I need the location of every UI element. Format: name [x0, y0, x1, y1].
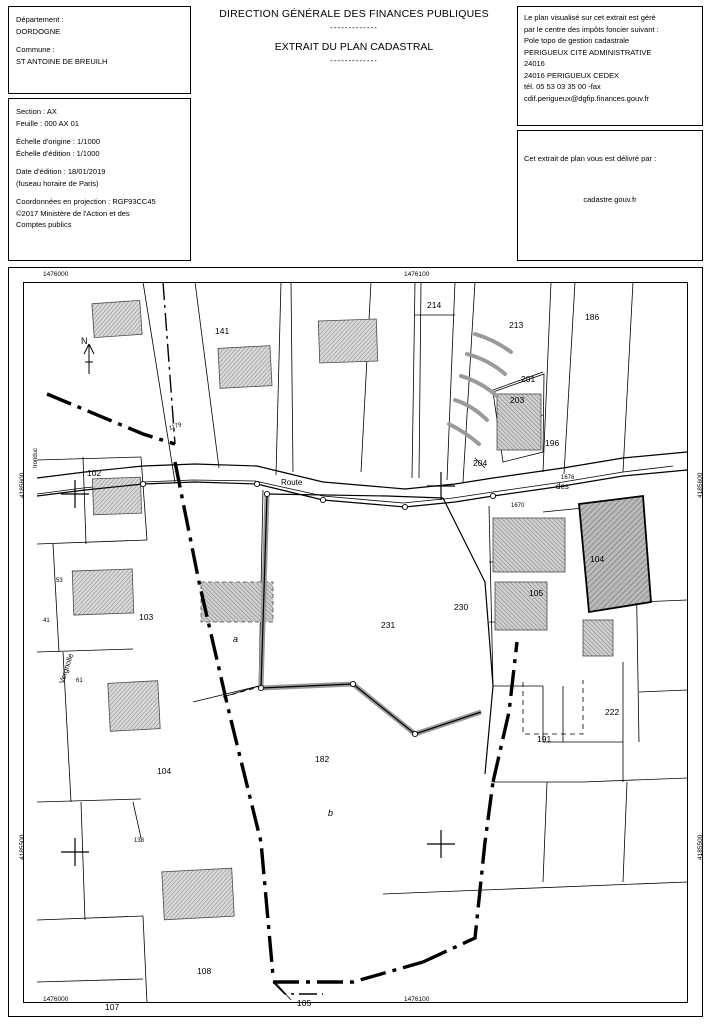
- edition-date: Date d'édition : 18/01/2019: [16, 167, 106, 176]
- section-info-box: [8, 98, 191, 261]
- department-value: DORDOGNE: [16, 26, 61, 36]
- coord-left-lower: 4185500: [19, 834, 26, 860]
- street-label-ironduc: Ironduc: [33, 447, 39, 468]
- segment-number: 61: [76, 678, 83, 684]
- north-label: N: [81, 336, 88, 346]
- title-rule-2: -------------: [330, 56, 378, 65]
- delivered-by-box: [517, 130, 703, 261]
- parcel-number: 191: [537, 734, 552, 744]
- coord-bottom-right: 1476100: [404, 996, 430, 1003]
- cadastral-drawing: [23, 282, 688, 1003]
- office-line-3: Pole topo de gestion cadastrale: [524, 36, 630, 45]
- segment-number: 1670: [511, 503, 525, 509]
- parcel-number: 102: [87, 468, 102, 478]
- timezone-note: (fuseau horaire de Paris): [16, 178, 99, 188]
- delivered-by-label: Cet extrait de plan vous est délivré par :: [524, 154, 657, 163]
- title-rule-1: -------------: [330, 23, 378, 32]
- department-box: [8, 6, 191, 94]
- coord-top-left: 1476000: [43, 271, 69, 278]
- section-value: Section : AX: [16, 107, 57, 116]
- street-label-des: des: [556, 482, 569, 491]
- street-label-route: Route: [281, 478, 303, 487]
- segment-number: 41: [43, 618, 50, 624]
- parcel-number: 214: [427, 300, 442, 310]
- coord-right-upper: 4185600: [697, 472, 704, 498]
- street-label-vergnolle: Vergnolle: [57, 652, 76, 685]
- coord-bottom-left: 1476000: [43, 996, 69, 1003]
- feuille-value: Feuille : 000 AX 01: [16, 118, 79, 128]
- parcel-number: 201: [521, 374, 536, 384]
- coord-left-upper: 4185600: [19, 472, 26, 498]
- scale-edition: Échelle d'édition : 1/1000: [16, 148, 100, 158]
- lot-letter: a: [233, 634, 239, 644]
- parcel-number: 107: [105, 1002, 120, 1012]
- lot-letter: b: [328, 808, 334, 818]
- segment-number: 1676: [561, 475, 575, 481]
- page-title: DIRECTION GÉNÉRALE DES FINANCES PUBLIQUES: [219, 8, 489, 20]
- segment-number: 138: [134, 838, 145, 844]
- header-region: [8, 6, 703, 261]
- parcel-number: 231: [381, 620, 396, 630]
- segment-number: 1179: [168, 422, 183, 432]
- coord-top-right: 1476100: [404, 271, 430, 278]
- scale-origin: Échelle d'origine : 1/1000: [16, 137, 100, 146]
- parcel-number: 196: [545, 438, 560, 448]
- parcel-number: 108: [197, 966, 212, 976]
- document-title-block: [198, 8, 510, 65]
- office-line-2: par le centre des impôts foncier suivant :: [524, 24, 659, 34]
- parcel-number: 104: [157, 766, 172, 776]
- parcel-number: 204: [473, 458, 488, 468]
- parcel-number: 103: [139, 612, 154, 622]
- parcel-number: 105: [297, 998, 312, 1008]
- parcel-number: 182: [315, 754, 330, 764]
- delivered-by-site[interactable]: cadastre.gouv.fr: [583, 194, 637, 204]
- parcel-number: 104: [590, 554, 605, 564]
- parcel-number: 141: [215, 326, 230, 336]
- map-frame: [8, 267, 703, 1017]
- copyright-line2: Comptes publics: [16, 220, 72, 229]
- parcel-number: 203: [510, 395, 525, 405]
- projection-coords: Coordonnées en projection : RGF93CC45: [16, 197, 156, 206]
- office-line-4: PERIGUEUX CITE ADMINISTRATIVE: [524, 47, 652, 57]
- office-line-1: Le plan visualisé sur cet extrait est géré: [524, 13, 656, 22]
- coord-right-lower: 4185500: [697, 834, 704, 860]
- office-line-6: 24016 PERIGUEUX CEDEX: [524, 70, 620, 80]
- copyright-line1: ©2017 Ministère de l'Action et des: [16, 208, 130, 218]
- map-canvas[interactable]: [23, 282, 688, 1012]
- office-line-7: tél. 05 53 03 35 00 -fax: [524, 82, 601, 91]
- page-subtitle: EXTRAIT DU PLAN CADASTRAL: [274, 41, 434, 53]
- segment-number: 53: [56, 578, 63, 584]
- parcel-number: 230: [454, 602, 469, 612]
- parcel-number: 186: [585, 312, 600, 322]
- managing-office-box: [517, 6, 703, 126]
- parcel-number: 222: [605, 707, 620, 717]
- office-line-5: 24016: [524, 59, 545, 68]
- parcel-number: 105: [529, 588, 544, 598]
- department-label: Département :: [16, 15, 64, 24]
- commune-value: ST ANTOINE DE BREUILH: [16, 56, 108, 66]
- commune-label: Commune :: [16, 45, 55, 54]
- office-email[interactable]: cdif.perigueux@dgfip.finances.gouv.fr: [524, 93, 650, 103]
- parcel-number: 213: [509, 320, 524, 330]
